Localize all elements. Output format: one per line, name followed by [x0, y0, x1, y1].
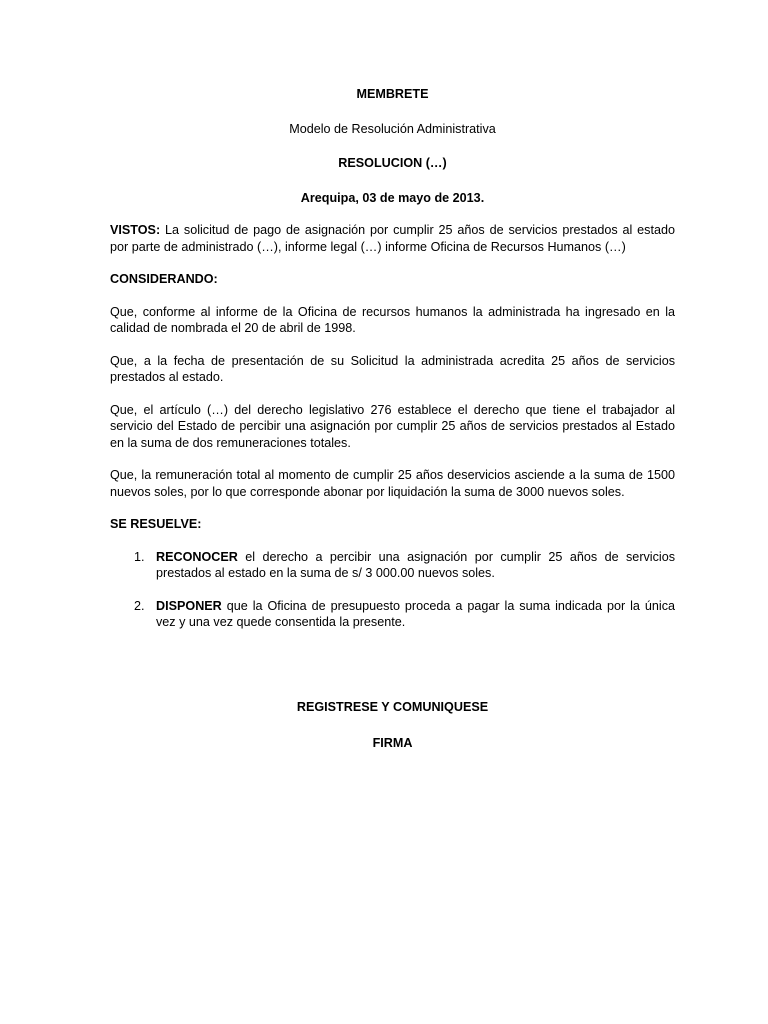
resolution-title: RESOLUCION (…) — [338, 156, 447, 170]
resolution-item-1 — [110, 549, 675, 582]
item-number: 1. — [134, 549, 145, 564]
vistos-paragraph — [110, 222, 675, 255]
letterhead: MEMBRETE — [356, 87, 429, 101]
document-subtitle: Modelo de Resolución Administrativa — [289, 121, 496, 136]
item-keyword: RECONOCER — [156, 549, 238, 564]
vistos-label: VISTOS: — [110, 223, 161, 237]
vistos-text: La solicitud de pago de asignación por cumplir 25 años de servicios prestados al estado por parte de administrado (…), informe legal (…) informe Oficina de Recursos Humanos (…) — [110, 223, 675, 254]
item-keyword: DISPONER — [156, 598, 222, 613]
considerando-paragraph-3: Que, el artículo (…) del derecho legislativo 276 establece el derecho que tiene el trabajador al servicio del Estado de percibir una asignación por cumplir 25 años de servicios prestados al Estado en la suma de dos remuneraciones totales. — [110, 402, 675, 450]
closing-line: REGISTRESE Y COMUNIQUESE — [296, 699, 489, 714]
considerando-paragraph-2: Que, a la fecha de presentación de su Solicitud la administrada acredita 25 años de servicios prestados al estado. — [110, 353, 675, 384]
se-resuelve-heading: SE RESUELVE: — [110, 517, 202, 531]
considerando-heading: CONSIDERANDO: — [110, 272, 218, 286]
considerando-paragraph-1: Que, conforme al informe de la Oficina de recursos humanos la administrada ha ingresado en la calidad de nombrada el 20 de abril de 1998. — [110, 304, 675, 335]
item-text: que la Oficina de presupuesto proceda a pagar la suma indicada por la única vez y una vez quede consentida la presente. — [156, 598, 675, 629]
resolution-items — [110, 549, 675, 631]
resolution-item-2 — [110, 598, 675, 631]
signature-label: FIRMA — [372, 736, 413, 750]
considerando-paragraph-4: Que, la remuneración total al momento de cumplir 25 años deservicios asciende a la suma de 1500 nuevos soles, por lo que corresponde abonar por liquidación la suma de 3000 nuevos soles. — [110, 468, 675, 499]
date-line: Arequipa, 03 de mayo de 2013. — [300, 190, 485, 205]
item-text: el derecho a percibir una asignación por cumplir 25 años de servicios prestados al estado en la suma de s/ 3 000.00 nuevos soles. — [156, 549, 675, 580]
document-page — [110, 86, 675, 752]
item-number: 2. — [134, 598, 145, 613]
